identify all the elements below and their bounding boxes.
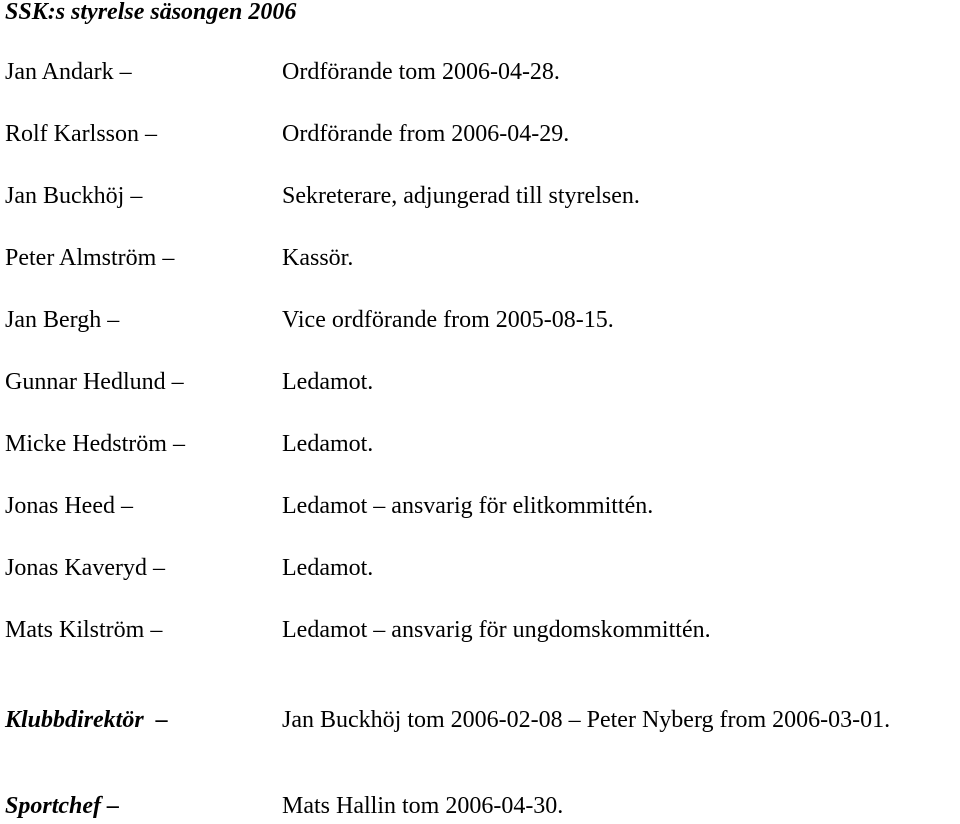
- member-name-text: Mats Kilström: [5, 617, 145, 643]
- member-name-text: Jonas Heed: [5, 493, 115, 519]
- member-role: Kassör.: [282, 245, 354, 271]
- sportchef-value: Mats Hallin tom 2006-04-30.: [282, 793, 564, 819]
- member-role: Ledamot.: [282, 431, 374, 457]
- member-role: Ledamot.: [282, 555, 374, 581]
- member-role: Ordförande from 2006-04-29.: [282, 121, 570, 147]
- separator-dash: –: [172, 431, 185, 457]
- separator-dash: –: [145, 121, 157, 147]
- member-name-text: Jan Buckhöj: [5, 183, 125, 209]
- separator-dash: –: [107, 307, 120, 333]
- sportchef-label: [5, 792, 119, 820]
- member-name: [5, 182, 142, 210]
- member-name-text: Jan Bergh: [5, 307, 102, 333]
- separator-dash: –: [152, 555, 165, 581]
- klubbdirektor-label-text: Klubbdirektör: [5, 707, 144, 733]
- separator-dash: –: [107, 793, 119, 819]
- member-role: Ledamot – ansvarig för ungdomskommittén.: [282, 617, 711, 643]
- member-name: [5, 616, 162, 644]
- member-name-text: Jonas Kaveryd: [5, 555, 147, 581]
- member-name: [5, 306, 119, 334]
- member-role: Vice ordförande from 2005-08-15.: [282, 307, 614, 333]
- separator-dash: –: [130, 183, 143, 209]
- member-name: [5, 492, 133, 520]
- member-name: [5, 368, 184, 396]
- member-name: [5, 120, 157, 148]
- klubbdirektor-value: Jan Buckhöj tom 2006-02-08 – Peter Nyberg from 2006-03-01.: [282, 707, 891, 733]
- member-name-text: Peter Almström: [5, 245, 157, 271]
- separator-dash: –: [162, 245, 175, 271]
- page-title: SSK:s styrelse säsongen 2006: [5, 0, 297, 25]
- separator-dash: –: [171, 369, 184, 395]
- separator-dash: –: [150, 617, 163, 643]
- member-name: [5, 58, 132, 86]
- member-name: [5, 430, 185, 458]
- member-role: Ledamot.: [282, 369, 374, 395]
- member-name-text: Rolf Karlsson: [5, 121, 139, 147]
- member-name-text: Gunnar Hedlund: [5, 369, 166, 395]
- separator-dash: –: [120, 493, 133, 519]
- member-name: [5, 244, 174, 272]
- member-role: Ordförande tom 2006-04-28.: [282, 59, 560, 85]
- separator-dash: –: [119, 59, 132, 85]
- member-name-text: Micke Hedström: [5, 431, 167, 457]
- member-role: Sekreterare, adjungerad till styrelsen.: [282, 183, 640, 209]
- sportchef-label-text: Sportchef: [5, 793, 101, 819]
- klubbdirektor-label: [5, 706, 168, 734]
- member-name-text: Jan Andark: [5, 59, 114, 85]
- member-role: Ledamot – ansvarig för elitkommittén.: [282, 493, 654, 519]
- member-name: [5, 554, 165, 582]
- separator-dash: –: [155, 707, 168, 733]
